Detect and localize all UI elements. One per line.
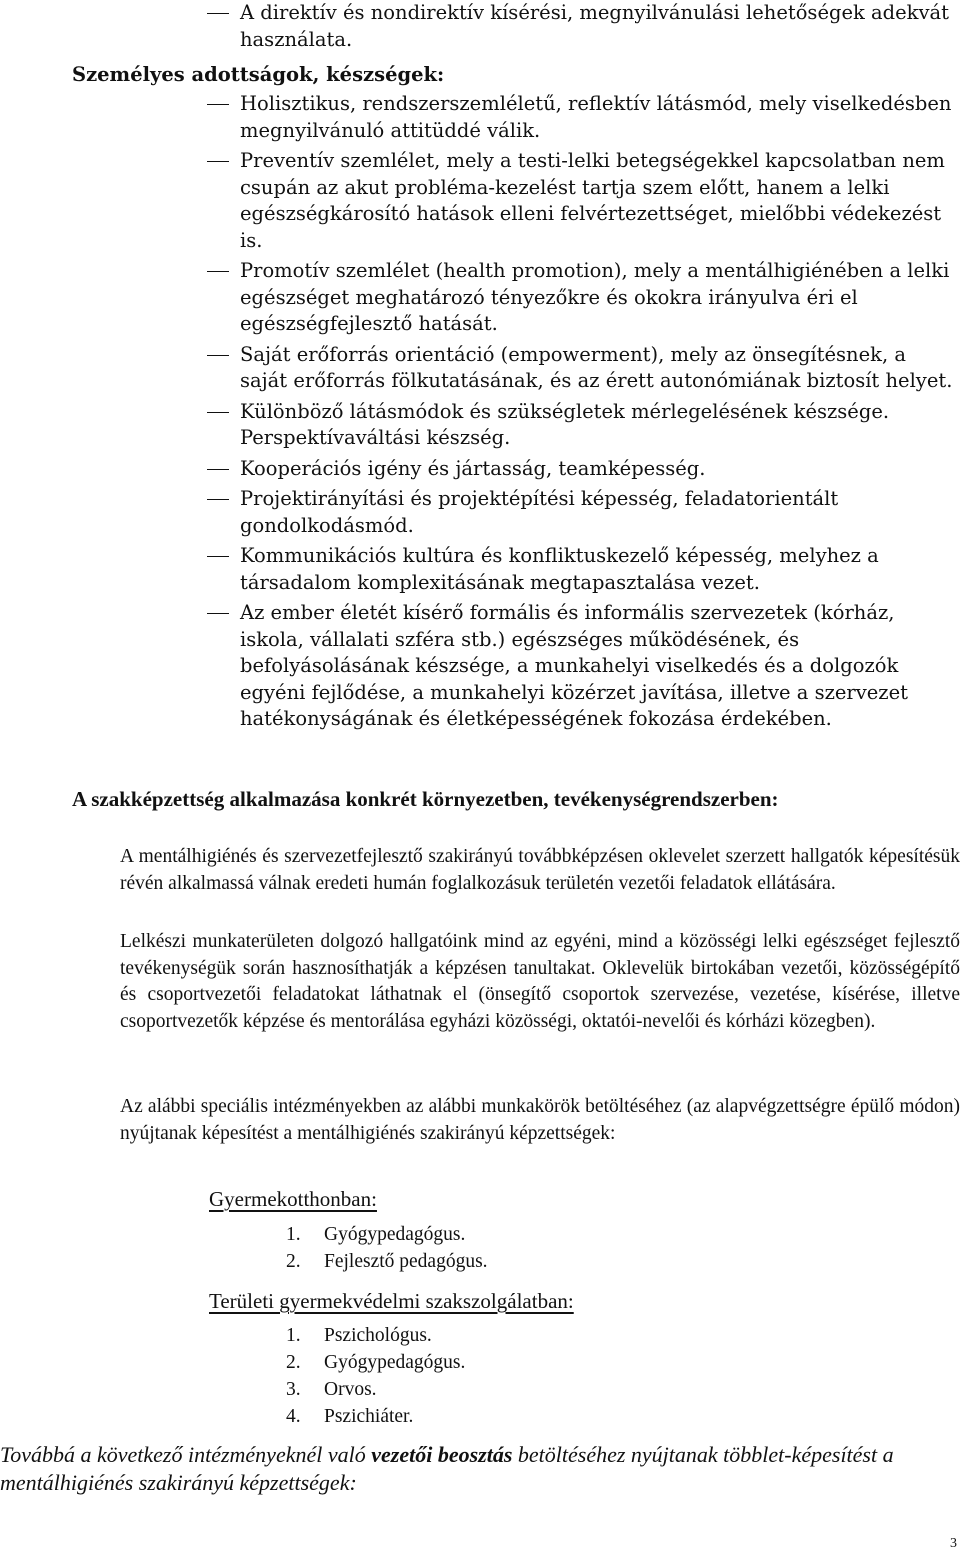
list-item-text: Saját erőforrás orientáció (empowerment), mely az önsegítésnek, a saját erőforrás fölkutatásának, és az érett autonómiának biztosít helyet. — [240, 342, 953, 392]
item-text: Fejlesztő pedagógus. — [324, 1251, 488, 1272]
numbered-item — [286, 1403, 465, 1430]
item-text: Gyógypedagógus. — [324, 1224, 466, 1245]
institution-heading-2: Területi gyermekvédelmi szakszolgálatban: — [209, 1289, 574, 1313]
item-text: Gyógypedagógus. — [324, 1352, 466, 1373]
closing-text-before: Továbbá a következő intézményeknél való — [0, 1442, 372, 1467]
list-item-text: Az ember életét kísérő formális és informális szervezetek (kórház, iskola, vállalati szféra stb.) egészséges működésének, és befolyásolásának készsége, a munkahelyi viselkedés és a dolgozók egyéni fejlődése, a munkahelyi közérzet javítása, illetve a szervezet hatékonyságának és életképességének fokozása érdekében. — [240, 601, 908, 730]
numbered-item — [286, 1376, 465, 1403]
dash-marker — [207, 355, 229, 356]
dash-marker — [207, 469, 229, 470]
list-item — [0, 600, 960, 733]
list-item — [0, 148, 960, 254]
closing-bold-text: vezetői beosztás — [371, 1442, 513, 1467]
dash-marker — [207, 271, 229, 272]
personal-skills-list — [0, 91, 960, 737]
list-item — [0, 399, 960, 452]
item-number: 1. — [286, 1224, 301, 1245]
dash-marker — [207, 13, 229, 14]
list-item — [0, 543, 960, 596]
personal-heading: Személyes adottságok, készségek: — [72, 63, 445, 86]
list-item-text: Kommunikációs kultúra és konfliktuskezelő képesség, melyhez a társadalom komplexitásának megtapasztalása vezet. — [240, 544, 879, 594]
list-item-text: Preventív szemlélet, mely a testi-lelki betegségekkel kapcsolatban nem csupán az akut probléma-kezelést tartja szem előtt, hanem a lelki egészségkárosító hatások elleni felvértezettséget, mielőbbi védekezést is. — [240, 149, 945, 252]
dash-marker — [207, 412, 229, 413]
dash-marker — [207, 499, 229, 500]
institution-list-1 — [286, 1221, 488, 1275]
numbered-item — [286, 1322, 465, 1349]
institution-list-2 — [286, 1322, 465, 1430]
paragraph-3: Az alábbi speciális intézményekben az alábbi munkakörök betöltéséhez (az alapvégzettségre épülő módon) nyújtanak képesítést a mentálhigiénés szakirányú képzettségek: — [120, 1096, 960, 1144]
closing-paragraph — [0, 1441, 960, 1497]
paragraph-1: A mentálhigiénés és szervezetfejlesztő szakirányú továbbképzésen oklevelet szerzett hallgatók képesítésük révén alkalmassá válnak eredeti humán foglalkozásuk területén vezetői feladatok ellátására. — [120, 846, 960, 894]
numbered-item — [286, 1349, 465, 1376]
page-number: 3 — [950, 1536, 957, 1551]
list-item-text: Promotív szemlélet (health promotion), mely a mentálhigiénében a lelki egészséget meghatározó tényezőkre és okokra irányulva éri el egészségfejlesztő hatását. — [240, 259, 950, 335]
item-number: 1. — [286, 1325, 301, 1346]
paragraph-2: Lelkészi munkaterületen dolgozó hallgatóink mind az egyéni, mind a közösségi lelki egészséget fejlesztő tevékenységük során hasznosíthatják a képzésen tanultakat. Oklevelük birtokában vezetői, közösségépítő és csoportvezetői feladatokat láthatnak el (önsegítő csoportok szervezése, vezetése, kísérése, illetve csoportvezetők képzése és mentorálása egyházi közösségi, oktatói-nevelői és kórházi közegben). — [120, 931, 960, 1032]
list-item — [0, 486, 960, 539]
item-number: 3. — [286, 1379, 301, 1400]
list-item-text: Kooperációs igény és jártasság, teamképesség. — [240, 456, 706, 480]
list-item — [0, 258, 960, 338]
list-item-text: Holisztikus, rendszerszemléletű, reflektív látásmód, mely viselkedésben megnyilvánuló attitüddé válik. — [240, 92, 952, 142]
item-text: Pszichiáter. — [324, 1406, 414, 1427]
item-number: 4. — [286, 1406, 301, 1427]
list-item — [0, 0, 960, 53]
numbered-item — [286, 1221, 488, 1248]
item-text: Orvos. — [324, 1379, 377, 1400]
list-item-text: A direktív és nondirektív kísérési, megnyilvánulási lehetőségek adekvát használata. — [240, 1, 949, 51]
dash-marker — [207, 556, 229, 557]
dash-marker — [207, 161, 229, 162]
item-number: 2. — [286, 1251, 301, 1272]
item-text: Pszichológus. — [324, 1325, 432, 1346]
institution-heading-1: Gyermekotthonban: — [209, 1187, 377, 1211]
application-heading: A szakképzettség alkalmazása konkrét környezetben, tevékenységrendszerben: — [72, 787, 779, 811]
closing-text-after: betöltéséhez nyújtanak többlet-képesítést a mentálhigiénés szakirányú képzettségek: — [0, 1442, 894, 1495]
list-item-text: Projektirányítási és projektépítési képesség, feladatorientált gondolkodásmód. — [240, 487, 839, 537]
top-bullet-list — [0, 0, 960, 57]
dash-marker — [207, 613, 229, 614]
dash-marker — [207, 104, 229, 105]
list-item — [0, 342, 960, 395]
list-item — [0, 91, 960, 144]
list-item-text: Különböző látásmódok és szükségletek mérlegelésének készsége. Perspektívaváltási készség. — [240, 399, 890, 449]
list-item — [0, 456, 960, 483]
item-number: 2. — [286, 1352, 301, 1373]
numbered-item — [286, 1248, 488, 1275]
